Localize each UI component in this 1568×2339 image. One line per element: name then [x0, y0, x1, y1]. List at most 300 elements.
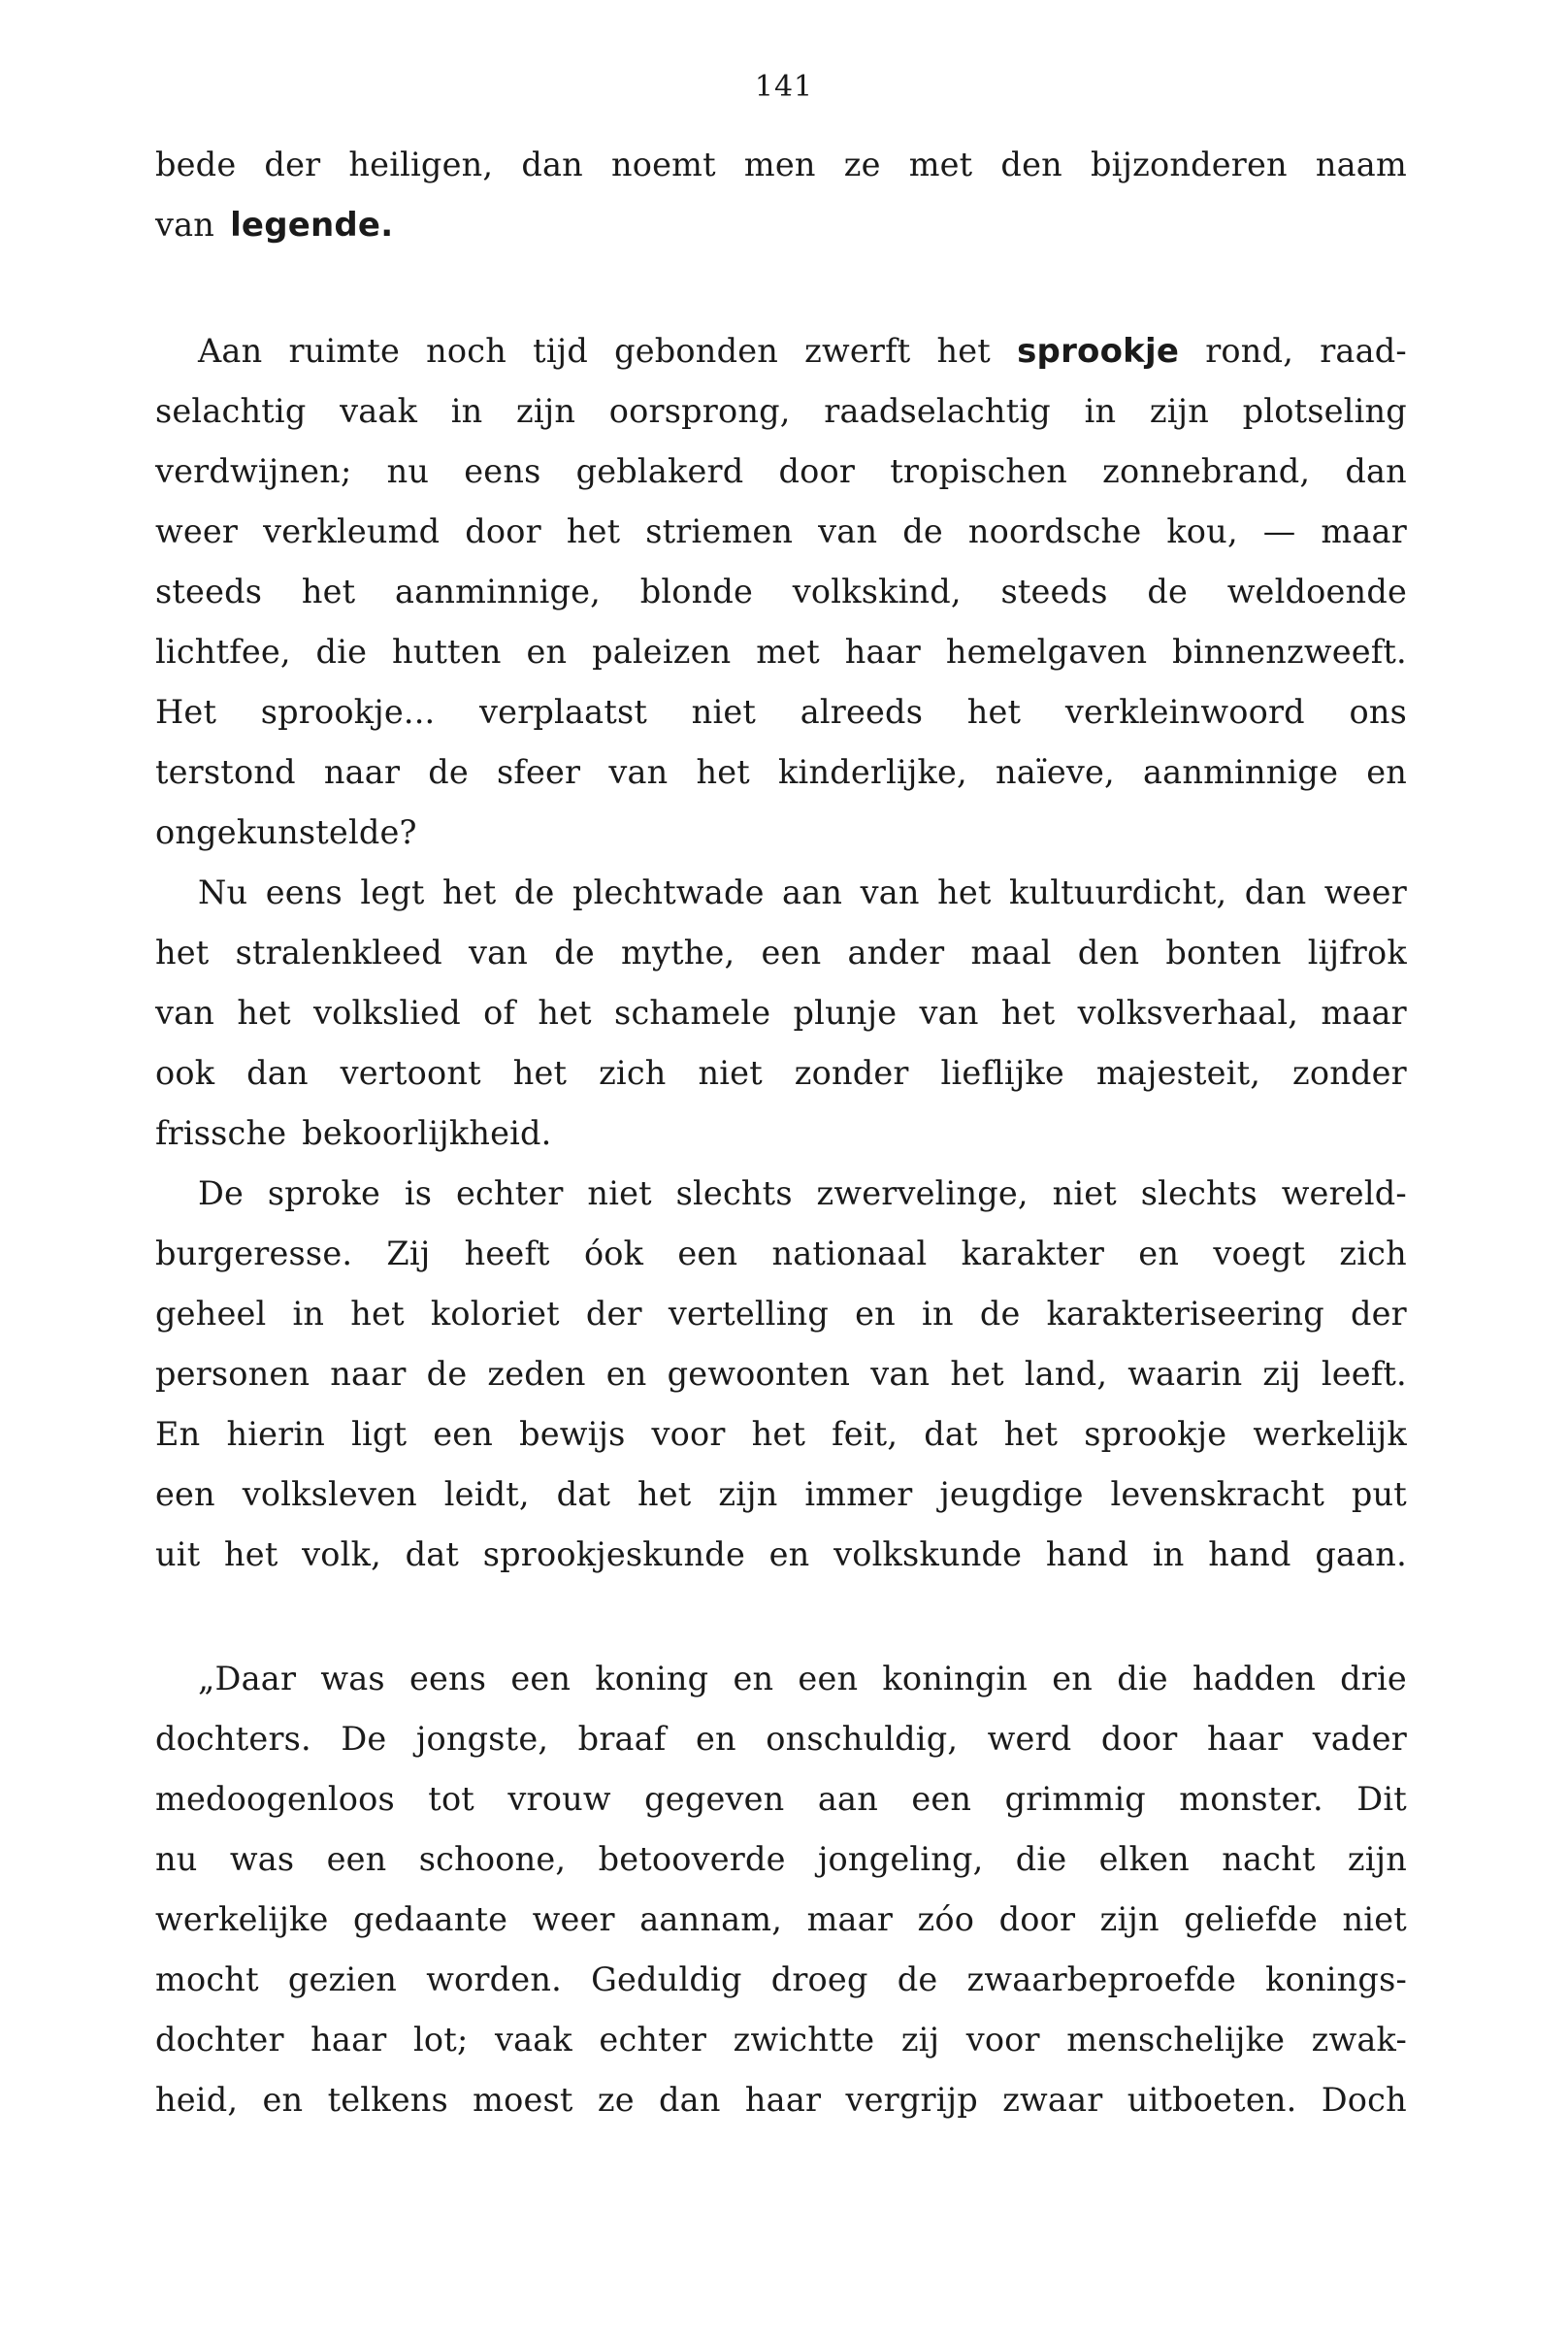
word: haar: [310, 2021, 387, 2059]
word: zijn: [1149, 392, 1210, 430]
word: naïeve,: [996, 753, 1115, 791]
word: zwerft: [804, 332, 911, 370]
bold-term: sprookje: [1017, 332, 1180, 371]
word: en: [733, 1660, 774, 1697]
word: verkleumd: [263, 512, 441, 550]
word: niet: [1342, 1900, 1407, 1938]
word: plunje: [793, 994, 898, 1032]
text-line: [155, 1960, 1407, 2021]
word: en: [1052, 1660, 1094, 1697]
word: dan: [246, 1054, 309, 1092]
word: naar: [323, 753, 401, 791]
word: volk,: [302, 1535, 381, 1573]
word: door: [778, 452, 856, 490]
word: gewoonten: [667, 1355, 851, 1393]
word: de: [554, 934, 595, 972]
word: een: [798, 1660, 859, 1697]
word: bijzonderen: [1090, 146, 1288, 183]
word: grimmig: [1004, 1780, 1146, 1818]
word: volkslied: [313, 994, 461, 1032]
text-line: [155, 2021, 1407, 2081]
word: haar: [744, 2081, 822, 2119]
word: echter: [599, 2021, 707, 2059]
word: koningin: [882, 1660, 1029, 1697]
word: sproke: [267, 1174, 381, 1212]
word: dat: [556, 1475, 611, 1513]
word: haar: [844, 633, 922, 671]
word: ook: [155, 1054, 215, 1092]
text-block: [155, 1660, 1407, 2141]
word: was: [320, 1660, 385, 1697]
text-line: [155, 994, 1407, 1054]
text-block: [155, 332, 1407, 1596]
word: konings-: [1265, 1960, 1407, 1998]
word: Doch: [1321, 2081, 1407, 2119]
word: sprookje...: [260, 693, 436, 731]
word: burgeresse.: [155, 1235, 353, 1272]
word: onschuldig,: [766, 1720, 959, 1758]
word: karakter: [961, 1235, 1105, 1272]
word: door: [465, 512, 541, 550]
word: of: [483, 994, 516, 1032]
word: uit: [155, 1535, 201, 1573]
word: in: [922, 1295, 954, 1333]
word: gegeven: [644, 1780, 785, 1818]
word: mythe,: [620, 934, 735, 972]
text-line: [155, 633, 1407, 693]
word: óok: [583, 1235, 644, 1272]
word: van: [919, 994, 979, 1032]
word: een: [911, 1780, 972, 1818]
word: En: [155, 1415, 201, 1453]
word: bekoorlijkheid.: [302, 1114, 552, 1152]
word: vergrijp: [845, 2081, 978, 2119]
word: en: [526, 633, 568, 671]
word: het: [224, 1535, 278, 1573]
word: en: [262, 2081, 304, 2119]
word: raadselachtig: [824, 392, 1051, 430]
word: wereld-: [1281, 1174, 1407, 1212]
word: zwaarbeproefde: [966, 1960, 1236, 1998]
word: aan: [782, 873, 843, 911]
text-line: [155, 1720, 1407, 1780]
word: ruimte: [288, 332, 401, 370]
word: hemelgaven: [945, 633, 1148, 671]
word: raad-: [1320, 332, 1407, 370]
word: gedaante: [353, 1900, 508, 1938]
word: aanminnige,: [395, 573, 601, 610]
word: het: [966, 693, 1022, 731]
word: in: [1084, 392, 1117, 430]
word: alreeds: [800, 693, 924, 731]
text-line: [155, 512, 1407, 573]
word: de: [428, 753, 469, 791]
text-line: [155, 1535, 1407, 1596]
word: men: [743, 146, 816, 183]
word: menschelijke: [1066, 2021, 1286, 2059]
text-line: [155, 332, 1407, 392]
word: sprookje: [1084, 1415, 1227, 1453]
word: het: [696, 753, 750, 791]
word: aannam,: [639, 1900, 783, 1938]
word: dan: [521, 146, 583, 183]
word: der: [585, 1295, 642, 1333]
word: majesteit,: [1095, 1054, 1261, 1092]
word: zich: [599, 1054, 667, 1092]
word: dochter: [155, 2021, 284, 2059]
word: droeg: [770, 1960, 868, 1998]
word: lijfrok: [1307, 934, 1407, 972]
word: werd: [987, 1720, 1072, 1758]
word: een: [155, 1475, 215, 1513]
word: eens: [408, 1660, 487, 1697]
word: hierin: [226, 1415, 326, 1453]
word: maal: [970, 934, 1052, 972]
word: jeugdige: [939, 1475, 1084, 1513]
word: het: [538, 994, 592, 1032]
text-line: [155, 1780, 1407, 1840]
page-number: 141: [754, 70, 814, 104]
word: schamele: [614, 994, 771, 1032]
word: kou,: [1166, 512, 1238, 550]
word: „Daar: [198, 1660, 297, 1697]
word: De: [341, 1720, 387, 1758]
word: vertoont: [340, 1054, 481, 1092]
word: steeds: [155, 573, 263, 610]
word: een: [326, 1840, 387, 1878]
word: kultuurdicht,: [1008, 873, 1227, 911]
word: dan: [659, 2081, 721, 2119]
word: zeden: [487, 1355, 586, 1393]
word: het: [441, 873, 497, 911]
word: ze: [843, 146, 881, 183]
word: naam: [1315, 146, 1407, 183]
word: lieflijke: [940, 1054, 1064, 1092]
text-line: [155, 1114, 1407, 1174]
word: zwak-: [1311, 2021, 1407, 2059]
text-line: [155, 452, 1407, 512]
word: stralenkleed: [235, 934, 442, 972]
word: maar: [806, 1900, 894, 1938]
word: niet: [1052, 1174, 1117, 1212]
word: den: [1000, 146, 1062, 183]
word: het: [155, 934, 210, 972]
word: kinderlijke,: [778, 753, 967, 791]
word: nu: [155, 1840, 198, 1878]
word: nationaal: [771, 1235, 928, 1272]
text-line: [155, 1235, 1407, 1295]
word: het: [637, 1475, 692, 1513]
word: heeft: [464, 1235, 550, 1272]
word: door: [1100, 1720, 1178, 1758]
word: hadden: [1192, 1660, 1316, 1697]
word: zijn: [718, 1475, 778, 1513]
word: ons: [1349, 693, 1407, 731]
word: slechts: [1140, 1174, 1258, 1212]
word: echter: [455, 1174, 564, 1212]
text-line: [155, 1295, 1407, 1355]
word: slechts: [675, 1174, 793, 1212]
word: Nu: [198, 873, 248, 911]
text-line: [155, 1054, 1407, 1114]
word: volksleven: [242, 1475, 417, 1513]
word: zóo: [917, 1900, 975, 1938]
word: voor: [965, 2021, 1040, 2059]
word: blonde: [639, 573, 754, 610]
word: die: [1117, 1660, 1168, 1697]
word: eens: [265, 873, 343, 911]
word: ligt: [351, 1415, 408, 1453]
word: en: [1138, 1235, 1180, 1272]
word: weer: [155, 512, 239, 550]
word: van: [608, 753, 669, 791]
text-line: [155, 1355, 1407, 1415]
word: verkleinwoord: [1064, 693, 1305, 731]
word: koloriet: [430, 1295, 560, 1333]
word: moest: [473, 2081, 573, 2119]
word: voegt: [1213, 1235, 1306, 1272]
word: zonnebrand,: [1102, 452, 1311, 490]
word: in: [450, 392, 483, 430]
word: een: [677, 1235, 738, 1272]
word: drie: [1340, 1660, 1407, 1697]
word: —: [1262, 512, 1296, 550]
word: van: [870, 1355, 931, 1393]
word: vader: [1312, 1720, 1407, 1758]
word: terstond: [155, 753, 296, 791]
word: zijn: [1099, 1900, 1160, 1938]
word: karakteriseering: [1046, 1295, 1324, 1333]
text-line: [155, 813, 1407, 873]
word: leidt,: [443, 1475, 530, 1513]
word: zijn: [516, 392, 576, 430]
word: frissche: [155, 1114, 287, 1152]
word: de: [979, 1295, 1021, 1333]
word: legt: [360, 873, 425, 911]
word: heiligen,: [348, 146, 494, 183]
word: zich: [1339, 1235, 1407, 1272]
word: geliefde: [1184, 1900, 1319, 1938]
word: de: [1147, 573, 1188, 610]
word: het: [566, 512, 621, 550]
word: jongeling,: [817, 1840, 984, 1878]
word: geheel: [155, 1295, 267, 1333]
word: haar: [1206, 1720, 1284, 1758]
word: de: [513, 873, 555, 911]
word: dochters.: [155, 1720, 311, 1758]
word: het: [936, 332, 991, 370]
word: noemt: [610, 146, 716, 183]
word: levenskracht: [1110, 1475, 1325, 1513]
word: volkskind,: [792, 573, 962, 610]
word: het: [1003, 1415, 1059, 1453]
word: mocht: [155, 1960, 259, 1998]
word: lot;: [413, 2021, 469, 2059]
word: heid,: [155, 2081, 239, 2119]
word: medoogenloos: [155, 1780, 395, 1818]
word: een: [433, 1415, 494, 1453]
word: sprookjeskunde: [482, 1535, 745, 1573]
word: het: [350, 1295, 405, 1333]
word: en: [855, 1295, 896, 1333]
word: tijd: [533, 332, 588, 370]
word: ze: [597, 2081, 635, 2119]
word: nu: [386, 452, 430, 490]
word: monster.: [1179, 1780, 1323, 1818]
word: het: [301, 573, 356, 610]
text-line: [155, 1840, 1407, 1900]
word: van: [468, 934, 529, 972]
word: gezien: [287, 1960, 398, 1998]
word: gebonden: [614, 332, 779, 370]
word: noch: [426, 332, 507, 370]
word: put: [1351, 1475, 1407, 1513]
word: volksverhaal,: [1077, 994, 1299, 1032]
word: steeds: [1000, 573, 1108, 610]
text-line: [155, 753, 1407, 813]
word: oorsprong,: [608, 392, 791, 430]
word: telkens: [327, 2081, 448, 2119]
word: het: [1000, 994, 1056, 1032]
word: was: [229, 1840, 295, 1878]
word: worden.: [426, 1960, 562, 1998]
word: schoone,: [418, 1840, 567, 1878]
word: van: [860, 873, 920, 911]
word: aanminnige: [1142, 753, 1339, 791]
word: weldoende: [1226, 573, 1407, 610]
word: dat: [924, 1415, 978, 1453]
word: immer: [804, 1475, 913, 1513]
word: plechtwade: [572, 873, 765, 911]
text-line: [155, 1475, 1407, 1535]
word: het: [237, 994, 291, 1032]
word: is: [404, 1174, 433, 1212]
word: feit,: [832, 1415, 898, 1453]
word: sfeer: [497, 753, 581, 791]
word: der: [1351, 1295, 1407, 1333]
word: zwaar: [1002, 2081, 1103, 2119]
word: aan: [817, 1780, 878, 1818]
word: der: [264, 146, 321, 183]
word: dat: [405, 1535, 460, 1573]
word: het: [950, 1355, 1004, 1393]
word: van: [155, 206, 215, 244]
word: en: [695, 1720, 736, 1758]
word: braaf: [577, 1720, 667, 1758]
word: land,: [1024, 1355, 1108, 1393]
word: rond,: [1205, 332, 1294, 370]
word: verdwijnen;: [155, 452, 352, 490]
word: van: [155, 994, 215, 1032]
word: striemen: [645, 512, 794, 550]
word: hand: [1045, 1535, 1129, 1573]
word: werkelijke: [155, 1900, 329, 1938]
word: van: [818, 512, 878, 550]
word: een: [510, 1660, 572, 1697]
word: ongekunstelde?: [155, 813, 417, 851]
text-line: [155, 934, 1407, 994]
word: niet: [587, 1174, 652, 1212]
word: zonder: [794, 1054, 909, 1092]
word: plotseling: [1242, 392, 1407, 430]
word: en: [768, 1535, 810, 1573]
word: noordsche: [967, 512, 1142, 550]
word: koning: [595, 1660, 709, 1697]
text-line: [155, 873, 1407, 934]
word: eens: [464, 452, 541, 490]
word: personen: [155, 1355, 310, 1393]
text-line: [155, 2081, 1407, 2141]
word: maar: [1321, 512, 1407, 550]
word: verplaatst: [479, 693, 648, 731]
word: de: [902, 512, 943, 550]
word: en: [1366, 753, 1407, 791]
word: ander: [847, 934, 945, 972]
text-line: [155, 573, 1407, 633]
word: zij: [1262, 1355, 1301, 1393]
word: tot: [428, 1780, 474, 1818]
word: elken: [1098, 1840, 1190, 1878]
text-line: [155, 1174, 1407, 1235]
word: in: [292, 1295, 325, 1333]
word: vertelling: [668, 1295, 830, 1333]
word: betooverde: [598, 1840, 786, 1878]
word: leeft.: [1321, 1355, 1407, 1393]
word: selachtig: [155, 392, 307, 430]
word: en: [605, 1355, 647, 1393]
word: dan: [1345, 452, 1407, 490]
word: Het: [155, 693, 217, 731]
word: met: [756, 633, 820, 671]
text-line: [155, 693, 1407, 753]
word: weer: [532, 1900, 615, 1938]
word: paleizen: [592, 633, 732, 671]
word: maar: [1321, 994, 1407, 1032]
word: die: [315, 633, 368, 671]
word: Zij: [386, 1235, 431, 1272]
word: het: [937, 873, 992, 911]
word: het: [512, 1054, 568, 1092]
word: hutten: [391, 633, 502, 671]
word: Aan: [198, 332, 263, 370]
word: tropischen: [890, 452, 1067, 490]
word: een: [761, 934, 822, 972]
word: Dit: [1356, 1780, 1407, 1818]
word: door: [998, 1900, 1076, 1938]
word: geblakerd: [575, 452, 744, 490]
word: De: [198, 1174, 245, 1212]
text-line: [155, 392, 1407, 452]
word: werkelijk: [1253, 1415, 1407, 1453]
word: niet: [691, 693, 757, 731]
word: uitboeten.: [1127, 2081, 1297, 2119]
word: nacht: [1222, 1840, 1316, 1878]
word: vrouw: [507, 1780, 611, 1818]
text-line: [155, 146, 1407, 206]
word: bede: [155, 146, 237, 183]
word: binnenzweeft.: [1172, 633, 1407, 671]
word: zonder: [1292, 1054, 1407, 1092]
word: zijn: [1347, 1840, 1407, 1878]
word: gaan.: [1315, 1535, 1407, 1573]
word: naar: [330, 1355, 407, 1393]
word: Geduldig: [591, 1960, 742, 1998]
word: het: [751, 1415, 806, 1453]
word: bonten: [1165, 934, 1282, 972]
word: vaak: [494, 2021, 572, 2059]
word: bewijs: [519, 1415, 626, 1453]
text-block: [155, 146, 1407, 266]
